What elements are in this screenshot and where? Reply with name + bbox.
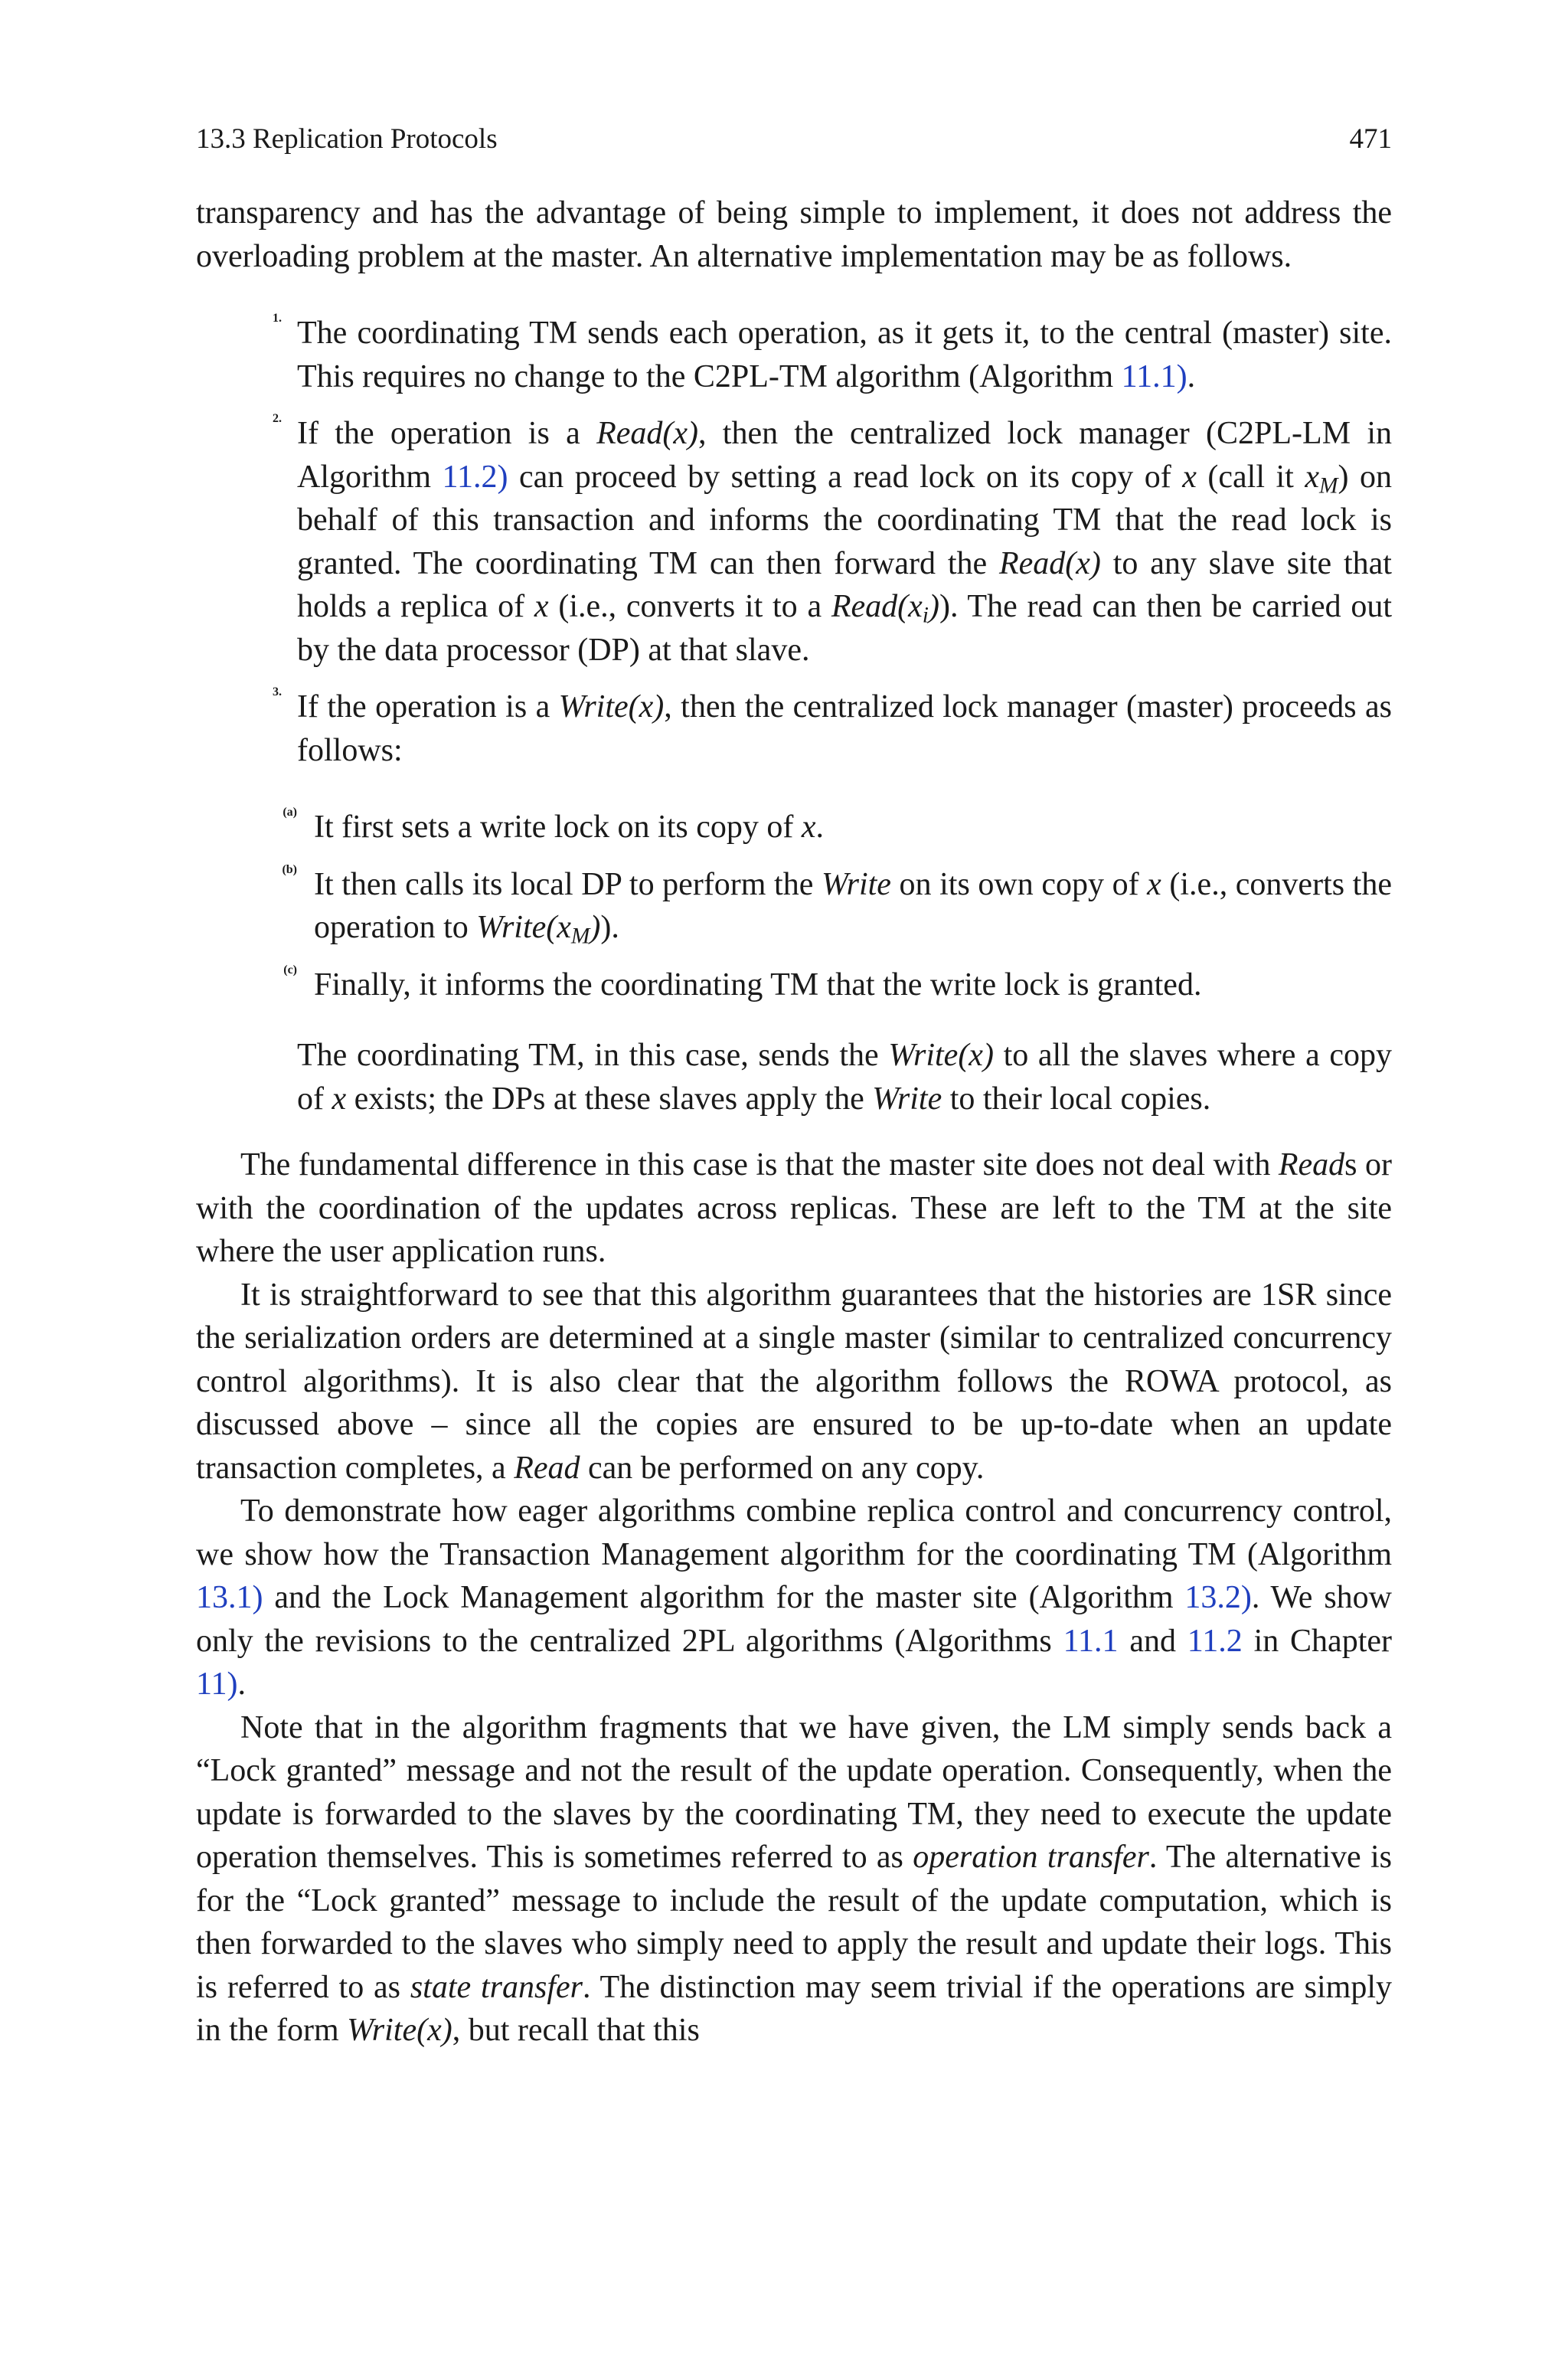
sub-item-a: (a) It first sets a write lock on its copy of x. — [196, 806, 1392, 849]
sub-item-b: (b) It then calls its local DP to perform the Write on its own copy of x (i.e., converts the operation to $Write(x_M)$). — [196, 863, 1392, 950]
sub-label: (a) — [283, 806, 297, 819]
body-paragraph-4: Note that in the algorithm fragments that we have given, the LM simply sends back a “Lock granted” message and not the result of the update operation. Consequently, when the update is forwarded to the slaves by the coordinating TM, they need to execute the update operation themselves. This is sometimes referred to as operation transfer. The alternative is for the “Lock granted” message to include the result of the update computation, which is then forwarded to the slaves who simply need to apply the result and update their logs. This is referred to as state transfer. The distinction may seem trivial if the operations are simply in the form Write(x), but recall that this — [196, 1709, 1393, 2048]
algorithm-link[interactable]: 11.1) — [1121, 358, 1187, 394]
page — [196, 123, 1392, 2053]
list-item-1 — [196, 312, 1392, 398]
running-header — [196, 123, 1392, 156]
body-paragraph-3: To demonstrate how eager algorithms combine replica control and concurrency control, we show how the Transaction Management algorithm for the coordinating TM (Algorithm 13.1) and the Lock Management algorithm for the master site (Algorithm 13.2). We show only the revisions to the centralized 2PL algorithms (Algorithms 11.1 and 11.2 in Chapter 11). — [196, 1493, 1392, 1702]
list-item-text: The coordinating TM sends each operation, as it gets it, to the central (master) site. This requires no change to the C2PL-TM algorithm (Algorithm 11.1). — [297, 316, 1392, 394]
intro-paragraph: transparency and has the advantage of being simple to implement, it does not address the overloading problem at the master. An alternative implementation may be as follows. — [196, 195, 1392, 274]
sub-item-c: (c) Finally, it informs the coordinating TM that the write lock is granted. — [196, 963, 1392, 1007]
list-number: 3. — [273, 685, 282, 698]
list-item-2 — [196, 412, 1392, 672]
list-item-text: If the operation is a Write(x), then the centralized lock manager (master) proceeds as follows: — [297, 689, 1393, 768]
algorithm-link[interactable]: 13.1) — [196, 1580, 263, 1615]
chapter-link[interactable]: 11) — [196, 1667, 238, 1702]
section-title: 13.3 Replication Protocols — [196, 123, 498, 155]
algorithm-link[interactable]: 11.2) — [442, 459, 508, 495]
list-item-text: If the operation is a Read(x), then the centralized lock manager (C2PL-LM in Algorithm 11.2) can proceed by setting a read lock on its copy of x (call it $x_M$) on behalf of this transaction and informs the coordinating TM that the read lock is granted. The coordinating TM can then forward the Read(x) to any slave site that holds a replica of x (i.e., converts it to a $Read(x_i)$). The read can then be carried out by the data processor (DP) at that slave. — [297, 416, 1393, 668]
list-number: 1. — [273, 312, 282, 325]
list-item-3 — [196, 685, 1392, 772]
page-number: 471 — [1349, 123, 1392, 155]
step3-tail-paragraph: The coordinating TM, in this case, sends the Write(x) to all the slaves where a copy of x exists; the DPs at these slaves apply the Write to their local copies. — [297, 1038, 1393, 1117]
body-paragraph-2: It is straightforward to see that this algorithm guarantees that the histories are 1SR since the serialization orders are determined at a single master (similar to centralized concurrency control algorithms). It is also clear that the algorithm follows the ROWA protocol, as discussed above – since all the copies are ensured to be up-to-date when an update transaction completes, a Read can be performed on any copy. — [196, 1277, 1392, 1486]
sub-label: (b) — [282, 862, 297, 876]
body-paragraph-1: The fundamental difference in this case is that the master site does not deal with Reads or with the coordination of the updates across replicas. These are left to the TM at the site where the user application runs. — [196, 1147, 1392, 1269]
algorithm-link[interactable]: 11.2 — [1187, 1623, 1243, 1659]
sub-label: (c) — [283, 963, 297, 976]
list-number: 2. — [273, 412, 282, 425]
algorithm-link[interactable]: 11.1 — [1063, 1623, 1119, 1659]
algorithm-link[interactable]: 13.2) — [1184, 1580, 1252, 1615]
